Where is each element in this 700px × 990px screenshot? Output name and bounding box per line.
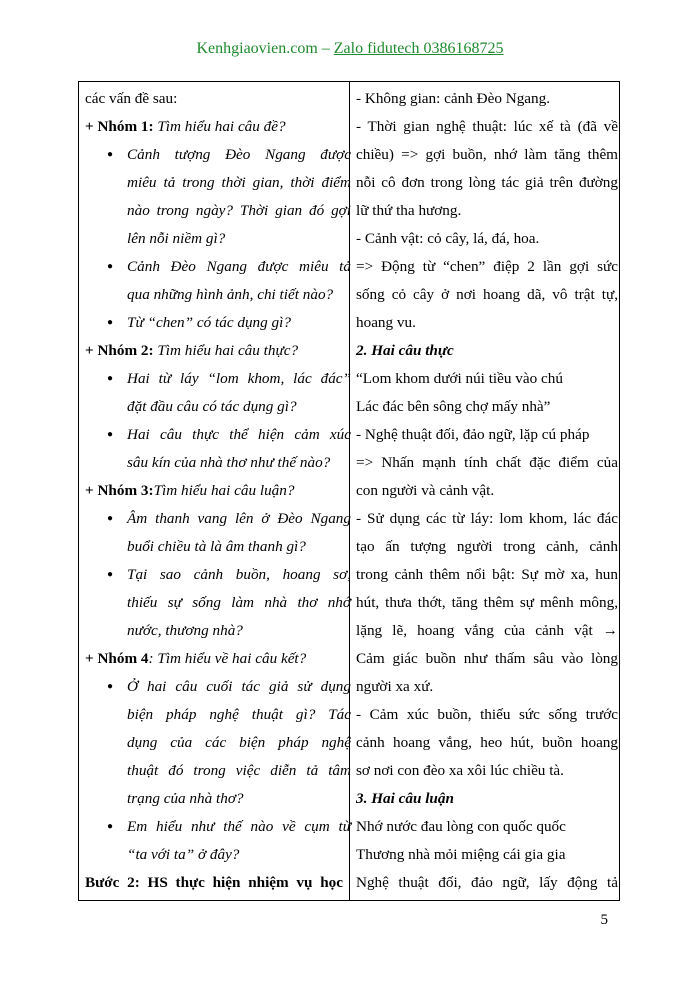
answer-line: - Không gian: cảnh Đèo Ngang.	[356, 90, 551, 107]
answer-line: => Nhấn mạnh tính chất đặc điểm của	[356, 454, 618, 471]
section-heading-3: 3. Hai câu luận	[356, 790, 454, 807]
group-2-task: Tìm hiểu hai câu thực?	[157, 342, 299, 359]
group-2-heading	[85, 341, 298, 361]
question-line: buổi chiều tà là âm thanh gì?	[127, 538, 306, 555]
poem-line: Thương nhà mỏi miệng cái gia gia	[356, 846, 566, 863]
group-4-label: + Nhóm 4	[85, 650, 149, 667]
group-1-heading	[85, 117, 286, 137]
answer-line: - Thời gian nghệ thuật: lúc xế tà (đã về	[356, 118, 618, 135]
header-contact-link[interactable]: Zalo fidutech 0386168725	[333, 40, 504, 57]
question-line: miêu tả trong thời gian, thời điểm	[127, 174, 351, 191]
answer-line: con người và cảnh vật.	[356, 482, 495, 499]
poem-line: Lác đác bên sông chợ mấy nhà”	[356, 398, 551, 415]
question-line: đặt đầu câu có tác dụng gì?	[127, 398, 297, 415]
left-intro: các vấn đề sau:	[85, 90, 178, 107]
answer-line: - Cảnh vật: cỏ cây, lá, đá, hoa.	[356, 230, 540, 247]
answer-line: lữ thứ tha hương.	[356, 202, 462, 219]
poem-line: Nhớ nước đau lòng con quốc quốc	[356, 818, 566, 835]
bullet-icon: ●	[107, 513, 114, 524]
question-line: Hai từ láy “lom khom, lác đác”	[127, 370, 351, 387]
group-3-heading	[85, 481, 294, 501]
group-4-task: : Tìm hiểu về hai câu kết?	[148, 650, 307, 667]
question-line: dụng của các biện pháp nghệ	[127, 734, 351, 751]
question-line: Cảnh tượng Đèo Ngang được	[127, 146, 351, 163]
bullet-icon: ●	[107, 681, 114, 692]
poem-line: “Lom khom dưới núi tiều vào chú	[356, 370, 563, 387]
question-line: Âm thanh vang lên ở Đèo Ngang	[127, 510, 351, 527]
answer-line: tạo ấn tượng người trong cảnh, cảnh	[356, 538, 618, 555]
lesson-table	[78, 81, 620, 901]
answer-line: trong cảnh thêm nổi bật: Sự mờ xa, hun	[356, 566, 618, 583]
bullet-icon: ●	[107, 149, 114, 160]
step-2-heading: Bước 2: HS thực hiện nhiệm vụ học	[85, 874, 343, 891]
answer-line: Nghệ thuật đối, đảo ngữ, lấy động tả	[356, 874, 618, 891]
question-line: Cảnh Đèo Ngang được miêu tả	[127, 258, 351, 275]
question-line: qua những hình ảnh, chi tiết nào?	[127, 286, 334, 303]
answer-line: - Sử dụng các từ láy: lom khom, lác đác	[356, 510, 618, 527]
answer-line: sơ nơi con đèo xa xôi lúc chiều tà.	[356, 762, 564, 779]
group-3-label: + Nhóm 3:	[85, 482, 154, 499]
group-2-label: + Nhóm 2:	[85, 342, 154, 359]
group-4-heading	[85, 649, 306, 669]
answer-line: hút, thưa thớt, tăng thêm sự mênh mông,	[356, 594, 618, 611]
question-line: Tại sao cảnh buồn, hoang sơ,	[127, 566, 351, 583]
group-1-label: + Nhóm 1:	[85, 118, 154, 135]
bullet-icon: ●	[107, 373, 114, 384]
bullet-icon: ●	[107, 317, 114, 328]
answer-line: - Cảm xúc buồn, thiếu sức sống trước	[356, 706, 618, 723]
answer-line: sống cỏ cây ở nơi hoang dã, vô trật tự,	[356, 286, 618, 303]
answer-line: nỗi cô đơn trong lòng tác giả trên đường	[356, 174, 618, 191]
answer-line: hoang vu.	[356, 314, 416, 331]
answer-line: lặng lẽ, hoang vắng của cảnh vật →	[356, 622, 618, 639]
question-line: nào trong ngày? Thời gian đó gợi	[127, 202, 351, 219]
question-line: Em hiểu như thế nào về cụm từ	[127, 818, 351, 835]
page-number: 5	[600, 912, 608, 928]
bullet-icon: ●	[107, 261, 114, 272]
question-line: biện pháp nghệ thuật gì? Tác	[127, 706, 351, 723]
group-1-task: Tìm hiểu hai câu đề?	[157, 118, 286, 135]
group-3-task: Tìm hiểu hai câu luận?	[153, 482, 295, 499]
bullet-icon: ●	[107, 821, 114, 832]
question-line: Ở hai câu cuối tác giả sử dụng	[127, 678, 351, 695]
question-line: lên nỗi niềm gì?	[127, 230, 226, 247]
question-line: Hai câu thực thể hiện cảm xúc	[127, 426, 351, 443]
question-line: sâu kín của nhà thơ như thế nào?	[127, 454, 331, 471]
page-header	[0, 40, 700, 58]
bullet-icon: ●	[107, 429, 114, 440]
header-site: Kenhgiaovien.com	[196, 40, 318, 57]
question-line: “ta với ta” ở đây?	[127, 846, 240, 863]
header-separator: –	[317, 40, 334, 57]
question-line: thuật đó trong việc diễn tả tâm	[127, 762, 351, 779]
answer-line: người xa xứ.	[356, 678, 434, 695]
answer-line: chiều) => gợi buồn, nhớ làm tăng thêm	[356, 146, 618, 163]
answer-line: cảnh hoang vắng, heo hút, buồn hoang	[356, 734, 618, 751]
question-line: Từ “chen” có tác dụng gì?	[127, 314, 291, 331]
bullet-icon: ●	[107, 569, 114, 580]
answer-line: => Động từ “chen” điệp 2 lần gợi sức	[356, 258, 618, 275]
question-line: thiếu sự sống làm nhà thơ nhớ	[127, 594, 351, 611]
answer-line: Cảm giác buồn như thấm sâu vào lòng	[356, 650, 618, 667]
question-line: nước, thương nhà?	[127, 622, 243, 639]
question-line: trạng của nhà thơ?	[127, 790, 244, 807]
answer-line: - Nghệ thuật đối, đảo ngữ, lặp cú pháp	[356, 426, 590, 443]
section-heading-2: 2. Hai câu thực	[356, 342, 454, 359]
